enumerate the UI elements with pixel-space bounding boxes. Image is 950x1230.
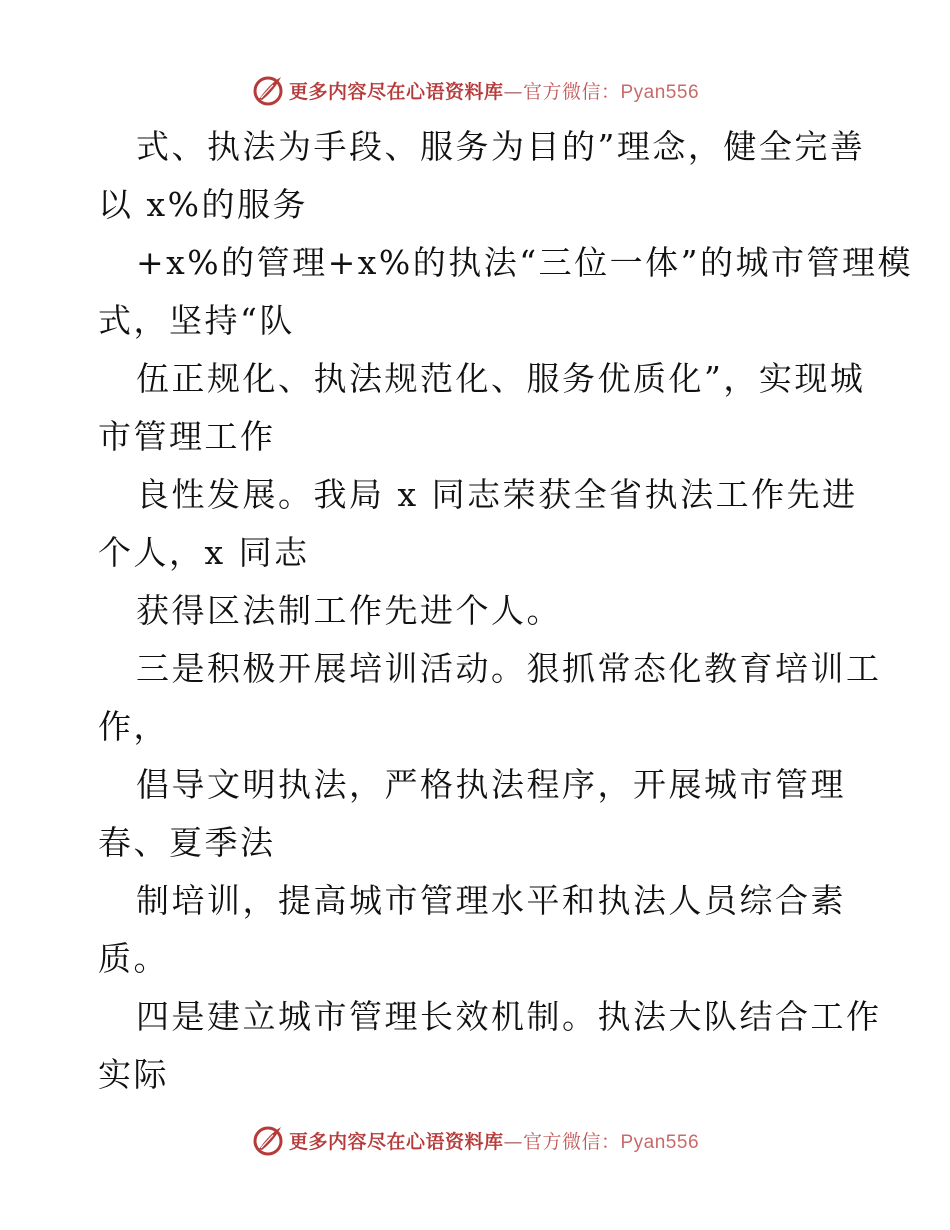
header-banner-main: 更多内容尽在心语资料库 [288,80,504,103]
footer-banner-text [289,1127,699,1154]
footer-banner-sub: 官方微信： [522,1130,621,1153]
footer-banner-id: Pyan556 [620,1131,700,1153]
body-line: 质。 [98,939,169,978]
header-banner-sub: 官方微信： [522,80,621,103]
body-line: 以 x%的服务 [98,185,308,224]
body-line: 春、夏季法 [98,823,276,862]
footer-banner [0,1120,950,1160]
footer-banner-dash: — [503,1130,523,1153]
feather-pen-logo-icon [251,73,285,107]
body-line: +x%的管理+x%的执法“三位一体”的城市管理模 [136,243,913,282]
header-banner-dash: — [503,80,523,103]
body-line: 三是积极开展培训活动。狠抓常态化教育培训工 [136,649,882,688]
footer-banner-main: 更多内容尽在心语资料库 [288,1130,504,1153]
body-line: 式，坚持“队 [98,301,295,340]
header-banner-text [289,77,699,104]
body-line: 作， [98,707,169,746]
body-line: 良性发展。我局 x 同志荣获全省执法工作先进 [136,475,858,514]
header-banner [0,70,950,110]
body-line: 个人，x 同志 [98,533,310,572]
header-banner-id: Pyan556 [620,81,700,103]
body-line: 制培训，提高城市管理水平和执法人员综合素 [136,881,846,920]
document-body [98,118,913,1104]
body-line: 伍正规化、执法规范化、服务优质化”，实现城 [136,359,866,398]
body-line: 市管理工作 [98,417,276,456]
body-line: 获得区法制工作先进个人。 [136,591,562,630]
body-line: 倡导文明执法，严格执法程序，开展城市管理 [136,765,846,804]
body-line: 实际 [98,1055,169,1094]
body-line: 四是建立城市管理长效机制。执法大队结合工作 [136,997,882,1036]
feather-pen-logo-icon [251,1123,285,1157]
body-line: 式、执法为手段、服务为目的”理念，健全完善 [136,127,866,166]
